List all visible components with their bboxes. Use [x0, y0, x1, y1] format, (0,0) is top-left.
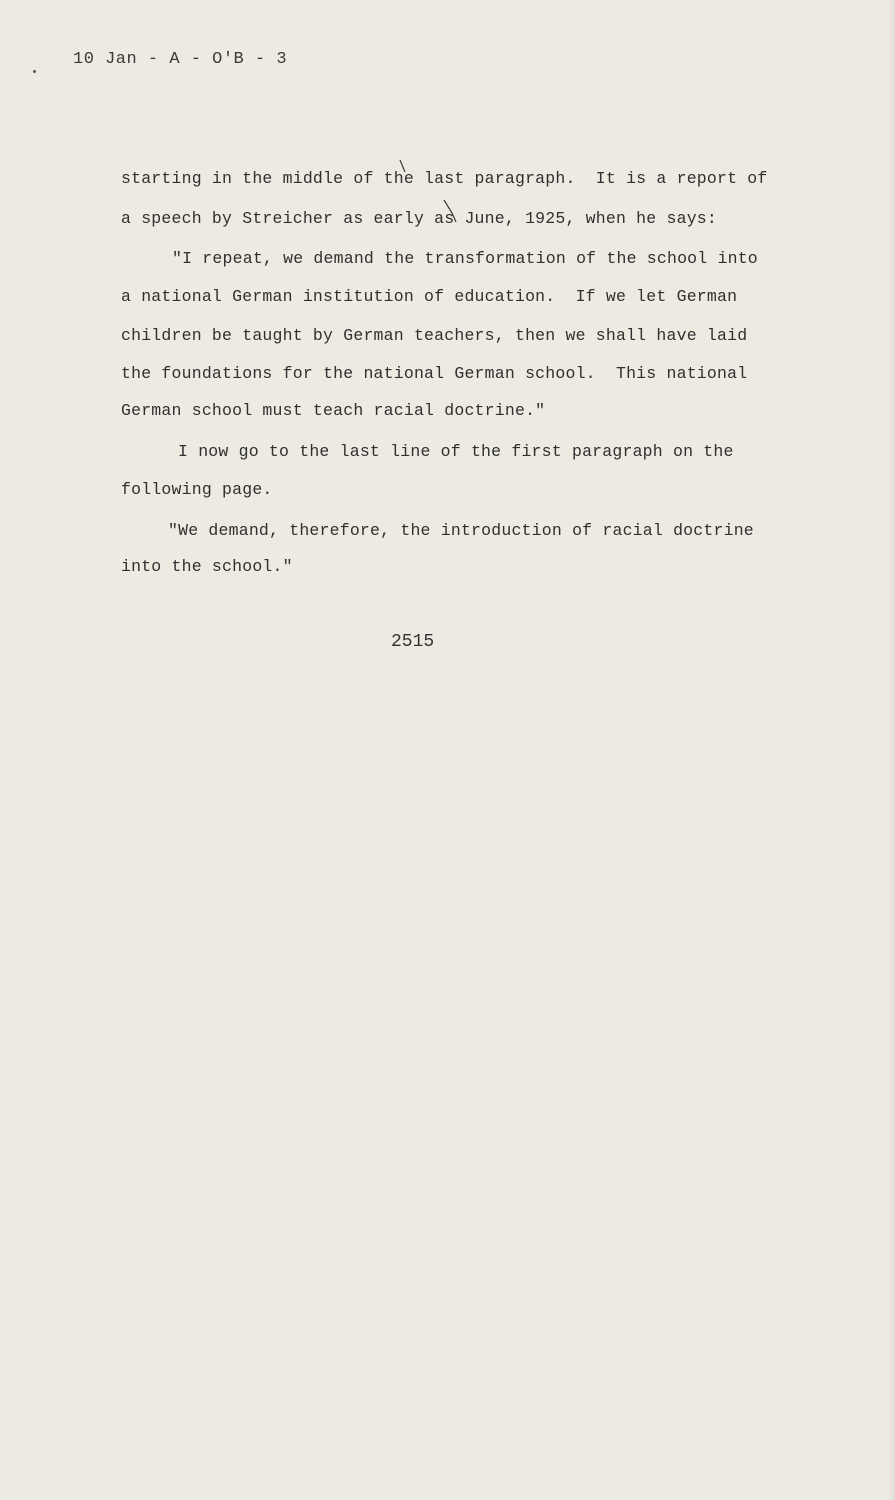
body-line-11: into the school."	[121, 557, 293, 576]
body-line-4: a national German institution of education. If we let German	[121, 287, 738, 306]
body-line-6: the foundations for the national German school. This national	[121, 364, 748, 383]
body-line-8: I now go to the last line of the first paragraph on the	[178, 442, 734, 461]
margin-dot-mark	[33, 70, 36, 73]
body-line-7: German school must teach racial doctrine."	[121, 401, 546, 420]
page-number: 2515	[391, 632, 435, 652]
body-line-3: "I repeat, we demand the transformation of the school into	[172, 249, 758, 268]
body-line-5: children be taught by German teachers, then we shall have laid	[121, 326, 748, 345]
page-edge-shadow	[889, 0, 895, 1500]
body-line-10: "We demand, therefore, the introduction of racial doctrine	[168, 521, 754, 540]
body-line-2: a speech by Streicher as early as June, 1925, when he says:	[121, 209, 717, 228]
page-header-reference: 10 Jan - A - O'B - 3	[73, 50, 288, 69]
body-line-1: starting in the middle of the last paragraph. It is a report of	[121, 169, 768, 188]
body-line-9: following page.	[121, 480, 273, 499]
